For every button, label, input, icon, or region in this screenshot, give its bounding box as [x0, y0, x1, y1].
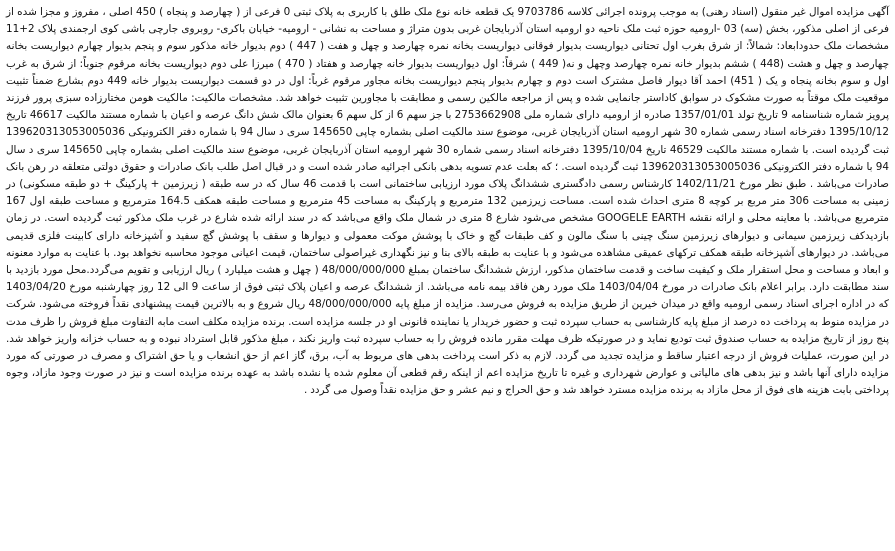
- auction-notice-text: آگهی مزایده اموال غیر منقول (اسناد رهنی) به موجب پرونده اجرائی کلاسه 9703786 یک قطعه خانه نوع ملک طلق با کاربری به پلاک ثبتی 0 فرعی از ( چهارصد و پنجاه ) 450 اصلی ، مفروز و مجزا شده از فرعی از اصلی مذکور، بخش (سه) 03 -ارومیه حوزه ثبت ملک ناحیه دو ارومیه استان آذربایجان غربی بدون متراژ و مساحت به نشانی - ارومیه- خیابان باکری- روبروی جارچی باشی کوی ارجمندی پلاک 2+11 مشخصات ملک حدودابعاد: شمالاً: از شرق بغرب اول تحتانی دیواریست بدیوار فوقانی دیواریست بخانه نمره چهارصد و چهل و هفت ( 447 ) دوم بدیوار خانه مذکور سوم و پنجم بدیوار چهارم دیواریست بخانه چهارصد و چهل و هشت (448 ) ششم بدیوار خانه نمره چهارصد وچهل و نه( 449 ) شرقاً: اول دیواریست بدیوار خانه چهارصد و هفتاد ( 470 ) میرزا علی دوم دیواریست بخانه مرقوم جنوباً: از شرق به غرب اول و سوم بخانه پنجاه و یک ( 451) احمد آقا دیوار فاصل مشترک است دوم و چهارم بدیوار پنجم دیواریست بخانه مجاور مرقوم غرباً: اول در دو قسمت دیواریست بدیوار خانه 449 دوم بشارع ضمناً تثبیت موقعیت ملک موقتاً به صورت مشکوک در سوابق کاداستر جانمایی شده و پس از مراجعه مالکین رسمی و مطابقت با مجاورین تثبیت خواهد شد. مشخصات مالکیت: مالکیت هومن مختارزاده سبزی پرور فرزند پرویز شماره شناسنامه 9 تاریخ تولد 1357/01/01 صادره از ارومیه دارای شماره ملی 2753662908 با جز سهم 6 از کل سهم 6 بعنوان مالک شش دانگ عرصه و اعیان با شماره مستند مالکیت 46617 تاریخ 1395/10/12 دفترخانه اسناد رسمی شماره 30 شهر ارومیه استان آذربایجان غربی، موضوع سند مالکیت اصلی بشماره چاپی 145650 سری د سال 94 با شماره دفتر الکترونیکی 139620313053005036 ثبت گردیده است. با شماره مستند مالکیت 46529 تاریخ 1395/10/04 دفترخانه اسناد رسمی شماره 30 شهر ارومیه استان آذربایجان غربی، موضوع سند مالکیت اصلی بشماره چاپی 145650 سری د سال 94 با شماره دفتر الکترونیکی 139620313053005036 ثبت گردیده است. ؛ که بعلت عدم تسویه بدهی بانکی اجرائیه صادر شده است و در قبال اصل طلب بانک صادرات و حقوق دولتی متعلقه در رهن بانک صادرات می‌باشد . طبق نظر مورخ 1402/11/21 کارشناس رسمی دادگستری ششدانگ پلاک مورد ارزیابی ساختمانی است با قدمت 46 سال که در سه طبقه ( زیرزمین + پارکینگ + دو طبقه مسکونی) در زمینی به مساحت 306 متر مربع بر کوچه 8 متری احداث شده است. مساحت زیرزمین 132 مترمربع و پارکینگ به مساحت 45 مترمربع و مساحت طبقه همکف 164.5 مترمربع و مساحت طبقه اول 167 مترمربع می‌باشد. با معاینه محلی و ارائه نقشه GOOGELE EARTH مشخص می‌شود شارع 8 متری در شمال ملک واقع می‌باشد که در سند ارائه شده شارع در غرب ملک مذکور ثبت گردیده است. در زمان بازدید‌کف زیرزمین سیمانی و دیوارهای زیرزمین سنگ چینی با سنگ مالون و کف طبقات گچ و خاک با پوشش موکت معمولی و دیوارها و سقف با پوشش گچ سفید و آشپزخانه دارای کابینت فلزی قدیمی می‌باشد. در دیوارهای آشپزخانه طبقه همکف ترکهای عمیقی مشاهده می‌شود و با عنایت به طبقه بالای بنا و نیز نگهداری غیراصولی ساختمان، قیمت اعیانی موجود محاسبه نخواهد بود. با عنایت به موارد معنونه و ابعاد و مساحت و محل استقرار ملک و کیفیت ساخت و قدمت ساختمان مذکور، ارزش ششدانگ ساختمان بمبلغ 48/000/000/000 ( چهل و هشت میلیارد ) ریال ارزیابی و تقویم می‌گردد.محل مورد بازدید با سند مطابقت دارد. برابر اعلام بانک صادرات در مورخ 1403/04/04 ملک مورد رهن فاقد بیمه نامه می‌باشد. از ششدانگ عرصه و اعیان پلاک ثبتی فوق از ساعت 9 الی 12 روز چهارشنبه مورخ 1403/04/20 که در اداره اجرای اسناد رسمی ارومیه واقع در میدان خیرین از طریق مزایده به فروش می‌رسد. مزایده از مبلغ پایه 48/000/000/000 ریال شروع و به بالاترین قیمت پیشنهادی نقداً فروخته می‌شود. شرکت در مزایده منوط به پرداخت ده درصد از مبلغ پایه کارشناسی به حساب سپرده ثبت و حضور خریدار یا نماینده قانونی او در جلسه مزایده است. برنده مزایده مکلف است مابه التفاوت مبلغ فروش را ظرف مدت پنج روز از تاریخ مزایده به حساب صندوق ثبت تودیع نماید و در صورتیکه ظرف مهلت مقرر مانده فروش را به حساب سپرده ثبت واریز نکند ، مبلغ مذکور قابل استرداد نبوده و به حساب خزانه واریز خواهد شد. در این صورت، عملیات فروش از درجه اعتبار ساقط و مزایده تجدید می گردد. لازم به ذکر است پرداخت بدهی های مربوط به آب، برق، گاز اعم از حق انشعاب و یا حق اشتراک و مصرف در صورتی که مورد مزایده دارای آنها باشد و نیز بدهی های مالیاتی و عوارض شهرداری و غیره تا تاریخ مزایده اعم از اینکه رقم قطعی آن معلوم شده یا نشده باشد به عهده برنده مزایده است و نیز در صورت وجود مازاد، وجوه پرداختی بابت هزینه های فوق از محل مازاد به برنده مزایده مسترد خواهد شد و حق الحراج و نیم عشر و حق مزایده نقداً وصول می گردد .: [6, 6, 890, 397]
